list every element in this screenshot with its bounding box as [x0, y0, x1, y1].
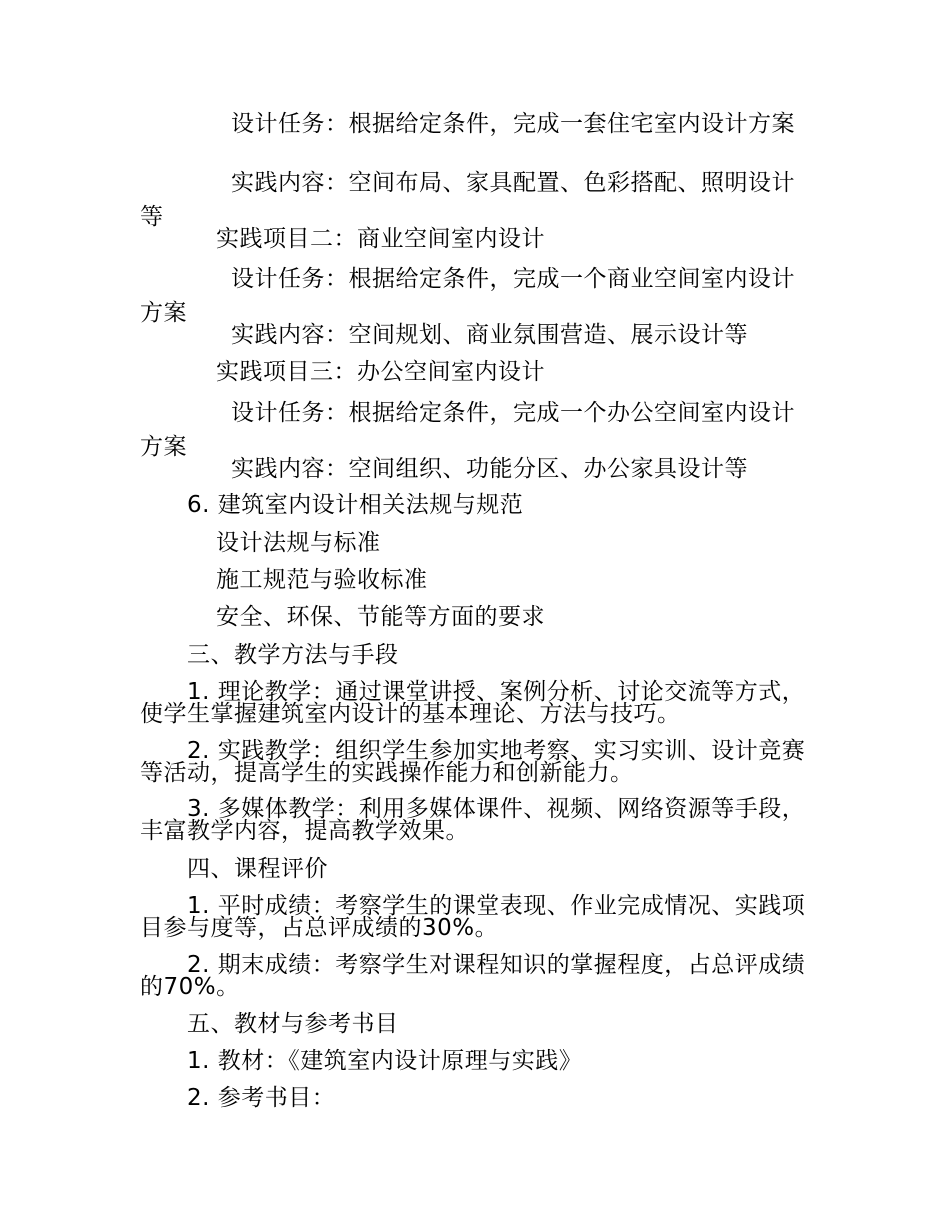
materials-heading: 五、教材与参考书目 — [187, 1011, 399, 1037]
practice-3-content: 实践内容：空间组织、功能分区、办公家具设计等 — [231, 456, 748, 482]
evaluation-item: 1. 平时成绩：考察学生的课堂表现、作业完成情况、实践项目参与度等，占总评成绩的30%。 — [140, 893, 806, 941]
textbook-line: 1. 教材：《建筑室内设计原理与实践》 — [187, 1048, 583, 1074]
practice-1-task: 设计任务：根据给定条件，完成一套住宅室内设计方案 — [231, 111, 795, 137]
practice-3-title: 实践项目三：办公空间室内设计 — [216, 359, 545, 385]
teaching-item: 3. 多媒体教学：利用多媒体课件、视频、网络资源等手段，丰富教学内容，提高教学效果。 — [140, 796, 806, 844]
regulation-item: 设计法规与标准 — [216, 530, 381, 556]
teaching-item: 2. 实践教学：组织学生参加实地考察、实习实训、设计竞赛等活动，提高学生的实践操作能力和创新能力。 — [140, 738, 806, 786]
regulations-heading: 6. 建筑室内设计相关法规与规范 — [187, 492, 524, 518]
references-line: 2. 参考书目： — [187, 1085, 336, 1111]
teaching-item: 1. 理论教学：通过课堂讲授、案例分析、讨论交流等方式，使学生掌握建筑室内设计的基本理论、方法与技巧。 — [140, 679, 806, 727]
practice-3-task: 设计任务：根据给定条件，完成一个办公空间室内设计方案 — [140, 400, 795, 460]
regulation-item: 安全、环保、节能等方面的要求 — [216, 604, 545, 630]
practice-2-content: 实践内容：空间规划、商业氛围营造、展示设计等 — [231, 322, 748, 348]
practice-2-task: 设计任务：根据给定条件，完成一个商业空间室内设计方案 — [140, 266, 795, 326]
practice-1-content: 实践内容：空间布局、家具配置、色彩搭配、照明设计等 — [140, 170, 795, 230]
regulation-item: 施工规范与验收标准 — [216, 567, 428, 593]
evaluation-heading: 四、课程评价 — [187, 856, 328, 882]
teaching-heading: 三、教学方法与手段 — [187, 642, 399, 668]
evaluation-item: 2. 期末成绩：考察学生对课程知识的掌握程度，占总评成绩的70%。 — [140, 952, 806, 1000]
practice-2-title: 实践项目二：商业空间室内设计 — [216, 226, 545, 252]
